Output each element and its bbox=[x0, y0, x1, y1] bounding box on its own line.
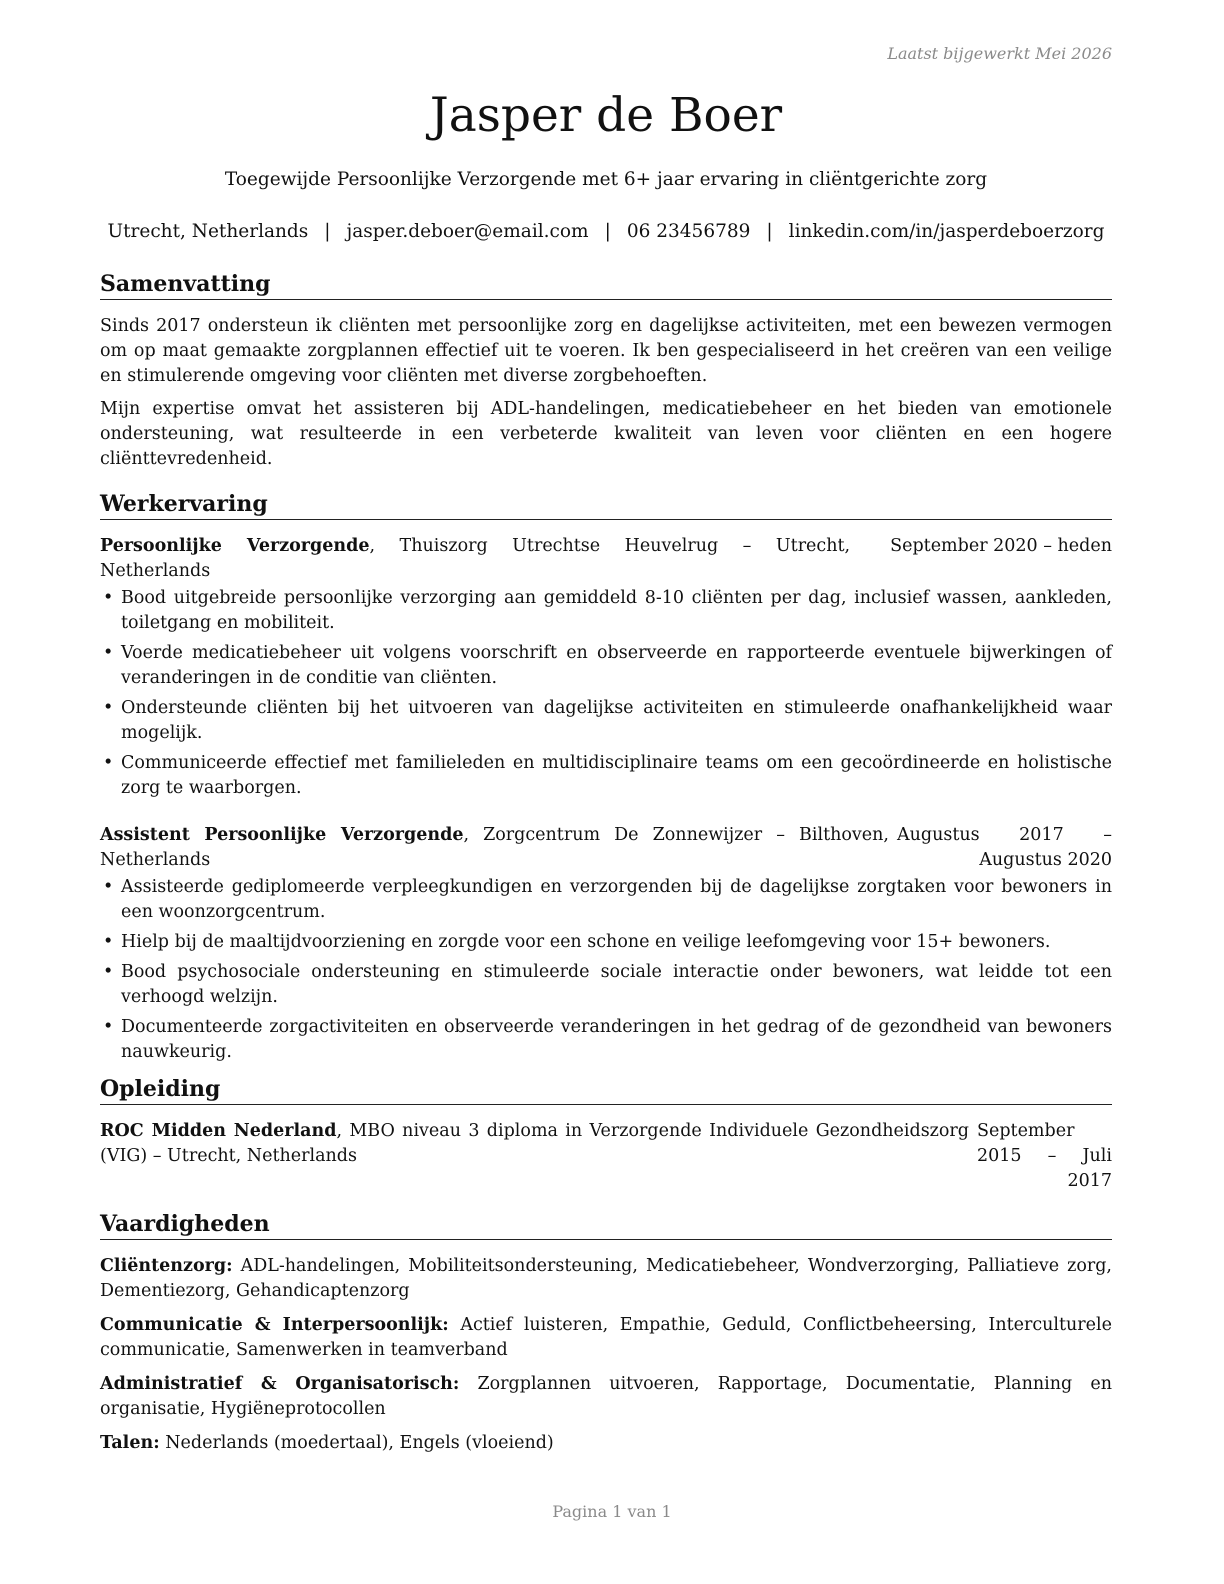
contact-separator: | bbox=[604, 221, 611, 242]
skill-text: Nederlands (moedertaal), Engels (vloeiend) bbox=[159, 1433, 554, 1453]
bullet-text: Bood uitgebreide persoonlijke verzorging aan gemiddeld 8-10 cliënten per dag, inclusief wassen, aankleden, toiletgang en mobiliteit. bbox=[121, 588, 1112, 633]
last-updated: Laatst bijgewerkt Mei 2026 bbox=[887, 44, 1112, 63]
summary-section bbox=[100, 270, 1112, 472]
bullet-text: Assisteerde gediplomeerde verpleegkundigen en verzorgenden bij de dagelijkse zorgtaken voor bewoners in een woonzorgcentrum. bbox=[121, 877, 1112, 922]
job-role: Assistent Persoonlijke Verzorgende bbox=[100, 825, 464, 845]
education-details: , MBO niveau 3 diploma in Verzorgende Individuele Gezondheidszorg (VIG) – Utrecht, Netherlands bbox=[100, 1121, 969, 1166]
list-item bbox=[100, 641, 1112, 691]
bullet-icon: • bbox=[103, 1017, 114, 1037]
section-title-education: Opleiding bbox=[100, 1075, 1112, 1105]
summary-paragraph: Sinds 2017 ondersteun ik cliënten met persoonlijke zorg en dagelijkse activiteiten, met een bewezen vermogen om op maat gemaakte zorgplannen effectief uit te voeren. Ik ben gespecialiseerd in het creëren van een veilige en stimulerende omgeving voor cliënten met diverse zorgbehoeften. bbox=[100, 316, 1112, 386]
list-item bbox=[100, 696, 1112, 746]
section-title-skills: Vaardigheden bbox=[100, 1210, 1112, 1240]
job-org: , Thuiszorg Utrechtse Heuvelrug – Utrecht, Netherlands bbox=[100, 536, 851, 581]
contact-line bbox=[100, 219, 1112, 245]
contact-separator: | bbox=[766, 221, 773, 242]
job-bullets bbox=[100, 586, 1112, 801]
job-dates: Augustus 2017 – Augustus 2020 bbox=[897, 825, 1112, 870]
contact-separator: | bbox=[324, 221, 331, 242]
bullet-icon: • bbox=[103, 877, 114, 897]
job-header bbox=[100, 823, 1112, 873]
list-item bbox=[100, 875, 1112, 925]
job-bullets bbox=[100, 875, 1112, 1065]
bullet-text: Communiceerde effectief met familieleden en multidisciplinaire teams om een gecoördineerde en holistische zorg te waarborgen. bbox=[121, 753, 1112, 798]
job-header bbox=[100, 534, 1112, 584]
list-item bbox=[100, 586, 1112, 636]
page-number: Pagina 1 van 1 bbox=[552, 1502, 672, 1521]
bullet-icon: • bbox=[103, 962, 114, 982]
bullet-text: Ondersteunde cliënten bij het uitvoeren van dagelijkse activiteiten en stimuleerde onafhankelijkheid waar mogelijk. bbox=[121, 698, 1112, 743]
job-role: Persoonlijke Verzorgende bbox=[100, 536, 370, 556]
skill-label: Administratief & Organisatorisch: bbox=[100, 1374, 460, 1394]
skill-label: Talen: bbox=[100, 1433, 160, 1453]
job-org: , Zorgcentrum De Zonnewijzer – Bilthoven, Netherlands bbox=[100, 825, 889, 870]
skill-label: Cliëntenzorg: bbox=[100, 1256, 233, 1276]
education-section bbox=[100, 1075, 1112, 1194]
bullet-icon: • bbox=[103, 932, 114, 952]
skill-label: Communicatie & Interpersoonlijk: bbox=[100, 1315, 449, 1335]
resume-content bbox=[100, 270, 1112, 1466]
list-item bbox=[100, 960, 1112, 1010]
job-title-line bbox=[100, 534, 850, 584]
list-item bbox=[100, 1015, 1112, 1065]
skill-group bbox=[100, 1313, 1112, 1363]
job-dates: September 2020 – heden bbox=[890, 536, 1112, 556]
bullet-text: Documenteerde zorgactiviteiten en observeerde veranderingen in het gedrag of de gezondheid van bewoners nauwkeurig. bbox=[121, 1017, 1112, 1062]
list-item bbox=[100, 751, 1112, 801]
skill-group bbox=[100, 1431, 1112, 1456]
experience-section bbox=[100, 490, 1112, 1065]
education-dates: September 2015 – Juli 2017 bbox=[977, 1121, 1112, 1191]
education-title-line bbox=[100, 1119, 969, 1169]
bullet-icon: • bbox=[103, 643, 114, 663]
summary-paragraph: Mijn expertise omvat het assisteren bij ADL-handelingen, medicatiebeheer en het bieden van emotionele ondersteuning, wat resulteerde in een verbeterde kwaliteit van leven voor cliënten en een hogere cliënttevredenheid. bbox=[100, 399, 1112, 469]
contact-email[interactable]: jasper.deboer@email.com bbox=[346, 221, 589, 242]
bullet-icon: • bbox=[103, 698, 114, 718]
skill-text: ADL-handelingen, Mobiliteitsondersteuning, Medicatiebeheer, Wondverzorging, Palliatieve zorg, Dementiezorg, Gehandicaptenzorg bbox=[100, 1256, 1112, 1301]
list-item bbox=[100, 930, 1112, 955]
job-title-line bbox=[100, 823, 889, 873]
education-entry bbox=[100, 1119, 1112, 1194]
school-name: ROC Midden Nederland bbox=[100, 1121, 337, 1141]
resume-page bbox=[100, 0, 1112, 1584]
job-entry bbox=[100, 823, 1112, 1065]
section-title-experience: Werkervaring bbox=[100, 490, 1112, 520]
contact-phone: 06 23456789 bbox=[626, 221, 751, 242]
skills-section bbox=[100, 1210, 1112, 1456]
bullet-icon: • bbox=[103, 753, 114, 773]
skill-group bbox=[100, 1372, 1112, 1422]
skill-text: Zorgplannen uitvoeren, Rapportage, Documentatie, Planning en organisatie, Hygiëneprotocollen bbox=[100, 1374, 1112, 1419]
contact-linkedin[interactable]: linkedin.com/in/jasperdeboerzorg bbox=[788, 221, 1105, 242]
candidate-name: Jasper de Boer bbox=[429, 88, 783, 143]
bullet-text: Voerde medicatiebeheer uit volgens voorschrift en observeerde en rapporteerde eventuele bijwerkingen of veranderingen in de conditie van cliënten. bbox=[121, 643, 1112, 688]
skill-group bbox=[100, 1254, 1112, 1304]
tagline: Toegewijde Persoonlijke Verzorgende met 6+ jaar ervaring in cliëntgerichte zorg bbox=[224, 169, 988, 190]
bullet-icon: • bbox=[103, 588, 114, 608]
bullet-text: Hielp bij de maaltijdvoorziening en zorgde voor een schone en veilige leefomgeving voor 15+ bewoners. bbox=[121, 932, 1051, 952]
contact-location: Utrecht, Netherlands bbox=[107, 221, 309, 242]
job-entry bbox=[100, 534, 1112, 801]
skill-text: Actief luisteren, Empathie, Geduld, Conflictbeheersing, Interculturele communicatie, Samenwerken in teamverband bbox=[100, 1315, 1112, 1360]
section-title-summary: Samenvatting bbox=[100, 270, 1112, 300]
bullet-text: Bood psychosociale ondersteuning en stimuleerde sociale interactie onder bewoners, wat leidde tot een verhoogd welzijn. bbox=[121, 962, 1112, 1007]
